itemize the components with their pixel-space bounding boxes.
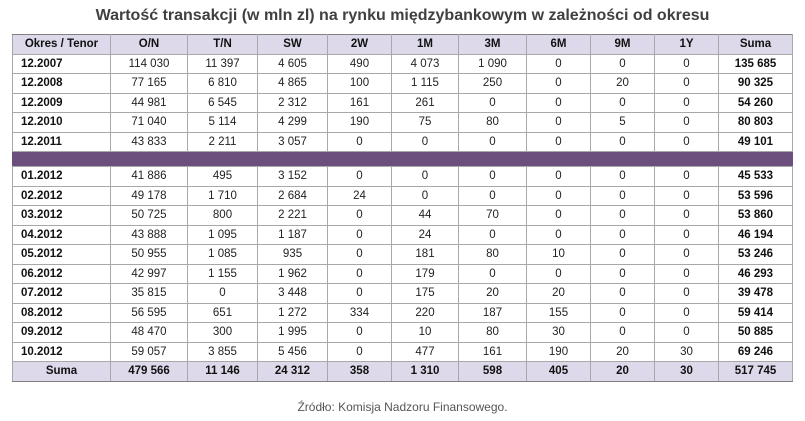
value-cell: 0 bbox=[655, 54, 719, 74]
row-sum-cell: 53 860 bbox=[719, 206, 793, 226]
value-cell: 0 bbox=[527, 74, 591, 94]
period-cell: 09.2012 bbox=[13, 323, 111, 343]
period-cell: 04.2012 bbox=[13, 225, 111, 245]
total-value-cell: 1 310 bbox=[392, 362, 459, 382]
value-cell: 80 bbox=[459, 323, 527, 343]
value-cell: 11 397 bbox=[188, 54, 258, 74]
column-header: 1Y bbox=[655, 35, 719, 55]
value-cell: 56 595 bbox=[111, 303, 188, 323]
value-cell: 0 bbox=[655, 225, 719, 245]
value-cell: 0 bbox=[655, 167, 719, 187]
value-cell: 0 bbox=[655, 264, 719, 284]
value-cell: 0 bbox=[655, 323, 719, 343]
value-cell: 190 bbox=[328, 113, 392, 133]
total-value-cell: 358 bbox=[328, 362, 392, 382]
value-cell: 50 955 bbox=[111, 245, 188, 265]
table-row bbox=[13, 167, 793, 187]
row-sum-cell: 135 685 bbox=[719, 54, 793, 74]
value-cell: 220 bbox=[392, 303, 459, 323]
value-cell: 42 997 bbox=[111, 264, 188, 284]
value-cell: 0 bbox=[328, 167, 392, 187]
value-cell: 0 bbox=[328, 132, 392, 152]
value-cell: 0 bbox=[459, 264, 527, 284]
table-row bbox=[13, 132, 793, 152]
header-row bbox=[13, 35, 793, 55]
row-sum-cell: 80 803 bbox=[719, 113, 793, 133]
value-cell: 0 bbox=[655, 284, 719, 304]
period-cell: 02.2012 bbox=[13, 186, 111, 206]
value-cell: 1 710 bbox=[188, 186, 258, 206]
column-header: 9M bbox=[591, 35, 655, 55]
value-cell: 0 bbox=[655, 186, 719, 206]
value-cell: 651 bbox=[188, 303, 258, 323]
value-cell: 1 155 bbox=[188, 264, 258, 284]
column-header: 2W bbox=[328, 35, 392, 55]
row-sum-cell: 46 293 bbox=[719, 264, 793, 284]
period-cell: 10.2012 bbox=[13, 342, 111, 362]
value-cell: 0 bbox=[591, 132, 655, 152]
value-cell: 5 bbox=[591, 113, 655, 133]
table-row bbox=[13, 54, 793, 74]
column-header: 1M bbox=[392, 35, 459, 55]
value-cell: 0 bbox=[655, 245, 719, 265]
value-cell: 261 bbox=[392, 93, 459, 113]
value-cell: 1 272 bbox=[258, 303, 328, 323]
value-cell: 935 bbox=[258, 245, 328, 265]
value-cell: 0 bbox=[392, 186, 459, 206]
value-cell: 300 bbox=[188, 323, 258, 343]
period-cell: 06.2012 bbox=[13, 264, 111, 284]
period-cell: 07.2012 bbox=[13, 284, 111, 304]
row-sum-cell: 53 596 bbox=[719, 186, 793, 206]
period-cell: 12.2010 bbox=[13, 113, 111, 133]
value-cell: 2 221 bbox=[258, 206, 328, 226]
row-sum-cell: 54 260 bbox=[719, 93, 793, 113]
value-cell: 1 090 bbox=[459, 54, 527, 74]
value-cell: 179 bbox=[392, 264, 459, 284]
total-value-cell: 479 566 bbox=[111, 362, 188, 382]
value-cell: 43 888 bbox=[111, 225, 188, 245]
value-cell: 1 115 bbox=[392, 74, 459, 94]
value-cell: 0 bbox=[328, 284, 392, 304]
row-sum-cell: 69 246 bbox=[719, 342, 793, 362]
value-cell: 80 bbox=[459, 113, 527, 133]
total-label: Suma bbox=[13, 362, 111, 382]
value-cell: 0 bbox=[655, 74, 719, 94]
value-cell: 20 bbox=[591, 342, 655, 362]
table-row bbox=[13, 225, 793, 245]
value-cell: 0 bbox=[459, 186, 527, 206]
total-value-cell: 20 bbox=[591, 362, 655, 382]
total-value-cell: 405 bbox=[527, 362, 591, 382]
value-cell: 20 bbox=[459, 284, 527, 304]
total-value-cell: 11 146 bbox=[188, 362, 258, 382]
value-cell: 0 bbox=[527, 93, 591, 113]
table-row bbox=[13, 245, 793, 265]
value-cell: 0 bbox=[527, 167, 591, 187]
value-cell: 0 bbox=[459, 93, 527, 113]
row-sum-cell: 46 194 bbox=[719, 225, 793, 245]
value-cell: 114 030 bbox=[111, 54, 188, 74]
value-cell: 4 865 bbox=[258, 74, 328, 94]
value-cell: 0 bbox=[655, 206, 719, 226]
value-cell: 4 073 bbox=[392, 54, 459, 74]
column-header: 3M bbox=[459, 35, 527, 55]
value-cell: 0 bbox=[459, 167, 527, 187]
value-cell: 490 bbox=[328, 54, 392, 74]
value-cell: 41 886 bbox=[111, 167, 188, 187]
value-cell: 0 bbox=[328, 225, 392, 245]
table-row bbox=[13, 284, 793, 304]
total-value-cell: 24 312 bbox=[258, 362, 328, 382]
value-cell: 3 152 bbox=[258, 167, 328, 187]
table-body bbox=[13, 54, 793, 362]
table-row bbox=[13, 93, 793, 113]
period-cell: 12.2007 bbox=[13, 54, 111, 74]
value-cell: 175 bbox=[392, 284, 459, 304]
total-row bbox=[13, 362, 793, 382]
value-cell: 75 bbox=[392, 113, 459, 133]
value-cell: 1 995 bbox=[258, 323, 328, 343]
value-cell: 0 bbox=[655, 93, 719, 113]
value-cell: 0 bbox=[655, 303, 719, 323]
period-cell: 05.2012 bbox=[13, 245, 111, 265]
value-cell: 187 bbox=[459, 303, 527, 323]
value-cell: 4 299 bbox=[258, 113, 328, 133]
value-cell: 10 bbox=[392, 323, 459, 343]
value-cell: 2 211 bbox=[188, 132, 258, 152]
value-cell: 0 bbox=[591, 206, 655, 226]
value-cell: 100 bbox=[328, 74, 392, 94]
value-cell: 0 bbox=[591, 186, 655, 206]
value-cell: 0 bbox=[527, 113, 591, 133]
value-cell: 5 114 bbox=[188, 113, 258, 133]
value-cell: 2 684 bbox=[258, 186, 328, 206]
value-cell: 5 456 bbox=[258, 342, 328, 362]
value-cell: 190 bbox=[527, 342, 591, 362]
value-cell: 0 bbox=[591, 284, 655, 304]
value-cell: 161 bbox=[459, 342, 527, 362]
value-cell: 1 095 bbox=[188, 225, 258, 245]
value-cell: 1 962 bbox=[258, 264, 328, 284]
total-value-cell: 598 bbox=[459, 362, 527, 382]
value-cell: 0 bbox=[591, 225, 655, 245]
source-note: Źródło: Komisja Nadzoru Finansowego. bbox=[297, 400, 508, 414]
value-cell: 0 bbox=[591, 303, 655, 323]
value-cell: 70 bbox=[459, 206, 527, 226]
table-row bbox=[13, 342, 793, 362]
row-sum-cell: 49 101 bbox=[719, 132, 793, 152]
value-cell: 71 040 bbox=[111, 113, 188, 133]
value-cell: 24 bbox=[392, 225, 459, 245]
table-row bbox=[13, 323, 793, 343]
value-cell: 0 bbox=[655, 132, 719, 152]
value-cell: 3 448 bbox=[258, 284, 328, 304]
value-cell: 3 855 bbox=[188, 342, 258, 362]
value-cell: 0 bbox=[392, 167, 459, 187]
table-row bbox=[13, 113, 793, 133]
row-sum-cell: 59 414 bbox=[719, 303, 793, 323]
period-cell: 03.2012 bbox=[13, 206, 111, 226]
value-cell: 0 bbox=[655, 113, 719, 133]
value-cell: 80 bbox=[459, 245, 527, 265]
value-cell: 1 085 bbox=[188, 245, 258, 265]
value-cell: 0 bbox=[527, 186, 591, 206]
value-cell: 0 bbox=[527, 264, 591, 284]
value-cell: 0 bbox=[527, 206, 591, 226]
value-cell: 0 bbox=[591, 167, 655, 187]
value-cell: 800 bbox=[188, 206, 258, 226]
value-cell: 495 bbox=[188, 167, 258, 187]
table-title: Wartość transakcji (w mln zl) na rynku międzybankowym w zależności od okresu bbox=[95, 7, 710, 24]
value-cell: 30 bbox=[655, 342, 719, 362]
column-header: O/N bbox=[111, 35, 188, 55]
value-cell: 20 bbox=[591, 74, 655, 94]
column-header: T/N bbox=[188, 35, 258, 55]
total-value-cell: 30 bbox=[655, 362, 719, 382]
table-row bbox=[13, 264, 793, 284]
value-cell: 24 bbox=[328, 186, 392, 206]
value-cell: 20 bbox=[527, 284, 591, 304]
column-header: 6M bbox=[527, 35, 591, 55]
value-cell: 0 bbox=[328, 264, 392, 284]
row-sum-cell: 50 885 bbox=[719, 323, 793, 343]
period-cell: 12.2011 bbox=[13, 132, 111, 152]
value-cell: 181 bbox=[392, 245, 459, 265]
value-cell: 3 057 bbox=[258, 132, 328, 152]
value-cell: 0 bbox=[328, 206, 392, 226]
value-cell: 0 bbox=[459, 225, 527, 245]
column-header: Okres / Tenor bbox=[13, 35, 111, 55]
value-cell: 250 bbox=[459, 74, 527, 94]
separator-bar bbox=[13, 152, 793, 167]
value-cell: 0 bbox=[591, 323, 655, 343]
value-cell: 161 bbox=[328, 93, 392, 113]
row-sum-cell: 45 533 bbox=[719, 167, 793, 187]
value-cell: 44 bbox=[392, 206, 459, 226]
value-cell: 0 bbox=[459, 132, 527, 152]
section-separator bbox=[13, 152, 793, 167]
value-cell: 1 187 bbox=[258, 225, 328, 245]
value-cell: 0 bbox=[591, 245, 655, 265]
value-cell: 4 605 bbox=[258, 54, 328, 74]
value-cell: 0 bbox=[591, 54, 655, 74]
value-cell: 49 178 bbox=[111, 186, 188, 206]
value-cell: 6 545 bbox=[188, 93, 258, 113]
period-cell: 12.2008 bbox=[13, 74, 111, 94]
value-cell: 43 833 bbox=[111, 132, 188, 152]
row-sum-cell: 90 325 bbox=[719, 74, 793, 94]
value-cell: 0 bbox=[392, 132, 459, 152]
column-header: Suma bbox=[719, 35, 793, 55]
row-sum-cell: 39 478 bbox=[719, 284, 793, 304]
value-cell: 0 bbox=[591, 93, 655, 113]
value-cell: 59 057 bbox=[111, 342, 188, 362]
value-cell: 77 165 bbox=[111, 74, 188, 94]
transactions-table bbox=[12, 34, 793, 382]
table-row bbox=[13, 186, 793, 206]
value-cell: 30 bbox=[527, 323, 591, 343]
period-cell: 08.2012 bbox=[13, 303, 111, 323]
row-sum-cell: 53 246 bbox=[719, 245, 793, 265]
value-cell: 0 bbox=[527, 132, 591, 152]
value-cell: 0 bbox=[527, 225, 591, 245]
value-cell: 2 312 bbox=[258, 93, 328, 113]
value-cell: 44 981 bbox=[111, 93, 188, 113]
table-row bbox=[13, 206, 793, 226]
value-cell: 155 bbox=[527, 303, 591, 323]
value-cell: 35 815 bbox=[111, 284, 188, 304]
value-cell: 10 bbox=[527, 245, 591, 265]
table-row bbox=[13, 74, 793, 94]
grand-total-cell: 517 745 bbox=[719, 362, 793, 382]
period-cell: 01.2012 bbox=[13, 167, 111, 187]
value-cell: 0 bbox=[328, 342, 392, 362]
value-cell: 6 810 bbox=[188, 74, 258, 94]
value-cell: 48 470 bbox=[111, 323, 188, 343]
value-cell: 0 bbox=[591, 264, 655, 284]
column-header: SW bbox=[258, 35, 328, 55]
value-cell: 0 bbox=[328, 323, 392, 343]
value-cell: 334 bbox=[328, 303, 392, 323]
table-row bbox=[13, 303, 793, 323]
value-cell: 0 bbox=[188, 284, 258, 304]
value-cell: 477 bbox=[392, 342, 459, 362]
value-cell: 50 725 bbox=[111, 206, 188, 226]
value-cell: 0 bbox=[527, 54, 591, 74]
value-cell: 0 bbox=[328, 245, 392, 265]
period-cell: 12.2009 bbox=[13, 93, 111, 113]
